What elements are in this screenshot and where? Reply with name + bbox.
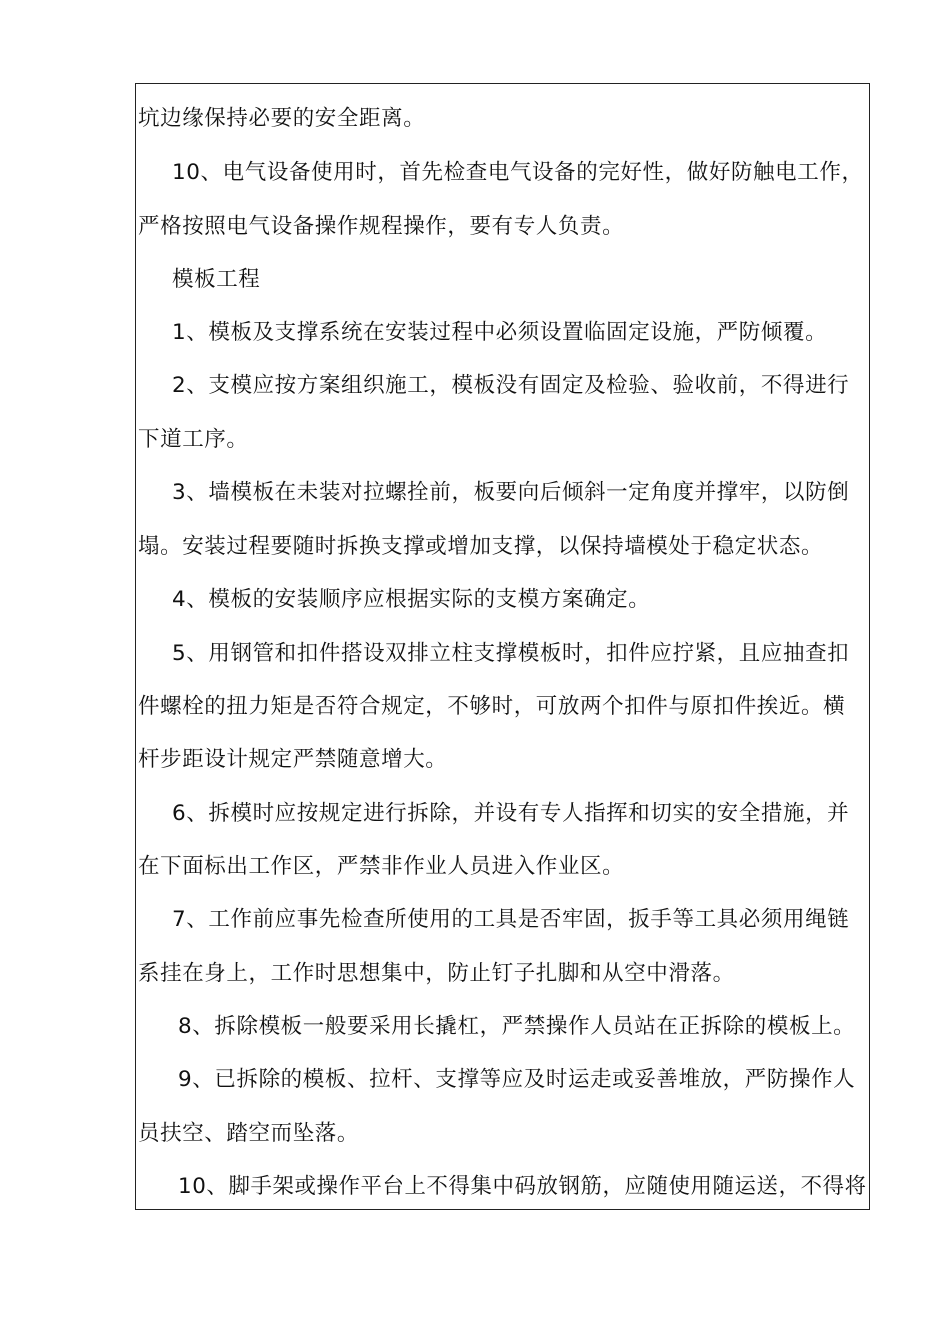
text-line: 件螺栓的扭力矩是否符合规定，不够时，可放两个扣件与原扣件挨近。横	[138, 694, 846, 719]
text-line: 10、脚手架或操作平台上不得集中码放钢筋，应随使用随运送，不得将	[178, 1174, 867, 1199]
text-line: 系挂在身上，工作时思想集中，防止钉子扎脚和从空中滑落。	[138, 961, 735, 986]
document-frame	[135, 83, 870, 1210]
text-line: 2、支模应按方案组织施工，模板没有固定及检验、验收前，不得进行	[172, 373, 850, 398]
text-line: 9、已拆除的模板、拉杆、支撑等应及时运走或妥善堆放，严防操作人	[178, 1067, 856, 1092]
text-line: 塌。安装过程要随时拆换支撑或增加支撑，以保持墙模处于稳定状态。	[138, 534, 824, 559]
text-line: 在下面标出工作区，严禁非作业人员进入作业区。	[138, 854, 625, 879]
text-line: 6、拆模时应按规定进行拆除，并设有专人指挥和切实的安全措施，并	[172, 801, 850, 826]
text-line: 5、用钢管和扣件搭设双排立柱支撑模板时，扣件应拧紧，且应抽查扣	[172, 641, 850, 666]
text-line: 严格按照电气设备操作规程操作，要有专人负责。	[138, 214, 625, 239]
text-line: 杆步距设计规定严禁随意增大。	[138, 747, 448, 772]
text-line: 4、模板的安装顺序应根据实际的支模方案确定。	[172, 587, 651, 612]
text-line: 下道工序。	[138, 427, 249, 452]
text-line: 1、模板及支撑系统在安装过程中必须设置临固定设施，严防倾覆。	[172, 320, 828, 345]
section-heading: 模板工程	[172, 267, 261, 292]
text-line: 8、拆除模板一般要采用长撬杠，严禁操作人员站在正拆除的模板上。	[178, 1014, 856, 1039]
text-line: 坑边缘保持必要的安全距离。	[138, 106, 426, 131]
text-line: 7、工作前应事先检查所使用的工具是否牢固，扳手等工具必须用绳链	[172, 907, 850, 932]
text-line: 10、电气设备使用时，首先检查电气设备的完好性，做好防触电工作，	[172, 160, 864, 185]
text-line: 员扶空、踏空而坠落。	[138, 1121, 360, 1146]
text-line: 3、墙模板在未装对拉螺拴前，板要向后倾斜一定角度并撑牢，以防倒	[172, 480, 850, 505]
